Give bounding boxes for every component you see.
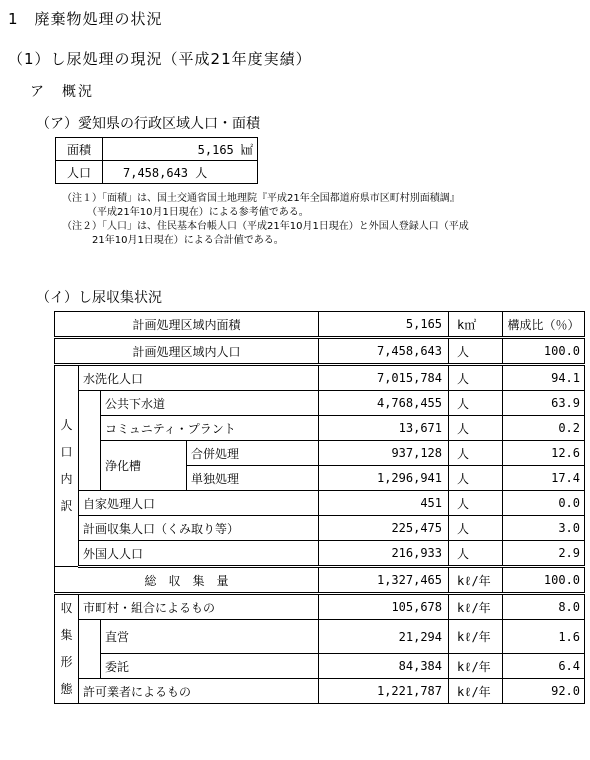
notes (62, 192, 469, 248)
row-ratio: 0.2 (503, 416, 585, 441)
row-label: 許可業者によるもの (79, 679, 319, 704)
row-value: 1,296,941 (319, 466, 449, 491)
side-char: 形 (60, 655, 73, 669)
septic-label: 浄化槽 (101, 441, 187, 491)
row-ratio: 2.9 (503, 541, 585, 567)
side-char: 内 (60, 472, 73, 486)
row-value: 7,458,643 人 (103, 161, 258, 184)
row-label: 面積 (56, 138, 103, 161)
row-value: 216,933 (319, 541, 449, 567)
row-ratio: 12.6 (503, 441, 585, 466)
overview-heading: ア 概況 (30, 84, 94, 100)
collection-heading: （イ）し尿収集状況 (36, 290, 162, 306)
row-unit: kℓ/年 (449, 567, 503, 594)
row-label: 外国人人口 (79, 541, 319, 567)
row-value: 5,165 ㎢ (103, 138, 258, 161)
indent-cell (79, 391, 101, 491)
row-label: 委託 (101, 654, 319, 679)
row-unit: 人 (449, 441, 503, 466)
table-row (55, 516, 585, 541)
row-value: 1,327,465 (319, 567, 449, 594)
area-value: 5,165 (319, 312, 449, 338)
row-value: 7,015,784 (319, 365, 449, 391)
side-char: 口 (60, 445, 73, 459)
row-unit: 人 (449, 541, 503, 567)
row-ratio: 94.1 (503, 365, 585, 391)
area-population-heading: （ア）愛知県の行政区域人口・面積 (36, 116, 260, 132)
row-label: 直営 (101, 620, 319, 654)
row-value: 13,671 (319, 416, 449, 441)
collection-form-label (55, 594, 79, 704)
row-unit: 人 (449, 516, 503, 541)
row-ratio: 8.0 (503, 594, 585, 620)
row-ratio: 3.0 (503, 516, 585, 541)
row-ratio: 100.0 (503, 567, 585, 594)
row-value: 21,294 (319, 620, 449, 654)
row-value: 84,384 (319, 654, 449, 679)
table-row (55, 620, 585, 654)
area-unit: k㎡ (449, 312, 503, 338)
table-row (55, 491, 585, 516)
indent-cell (79, 620, 101, 679)
subsection-title: （1）し尿処理の現況（平成21年度実績） (8, 50, 312, 68)
table-row (55, 416, 585, 441)
row-unit: 人 (449, 338, 503, 365)
table-row (55, 541, 585, 567)
population-breakdown-label (55, 365, 79, 567)
row-unit: 人 (449, 391, 503, 416)
row-value: 225,475 (319, 516, 449, 541)
side-char: 態 (60, 682, 73, 696)
note-line: （注２）「人口」は、住民基本台帳人口（平成21年10月1日現在）と外国人登録人口（平成 (62, 221, 469, 232)
row-ratio: 63.9 (503, 391, 585, 416)
row-value: 7,458,643 (319, 338, 449, 365)
row-label: コミュニティ・プラント (101, 416, 319, 441)
collection-table (54, 311, 585, 704)
row-value: 1,221,787 (319, 679, 449, 704)
row-ratio: 100.0 (503, 338, 585, 365)
row-ratio: 1.6 (503, 620, 585, 654)
note-line: （平成21年10月1日現在）による参考値である。 (62, 207, 309, 218)
row-label: 単独処理 (187, 466, 319, 491)
note-line: 21年10月1日現在）による合計値である。 (62, 235, 284, 246)
table-row (55, 441, 585, 466)
table-row (55, 679, 585, 704)
side-char: 人 (60, 418, 73, 432)
row-unit: kℓ/年 (449, 654, 503, 679)
row-ratio: 6.4 (503, 654, 585, 679)
row-label: 公共下水道 (101, 391, 319, 416)
table-row (55, 654, 585, 679)
row-label: 計画処理区域内人口 (55, 338, 319, 365)
table-row (56, 161, 258, 184)
row-value: 937,128 (319, 441, 449, 466)
side-char: 収 (60, 601, 73, 615)
area-population-table (55, 137, 258, 184)
row-value: 4,768,455 (319, 391, 449, 416)
row-unit: kℓ/年 (449, 679, 503, 704)
table-row (55, 594, 585, 620)
row-label: 人口 (56, 161, 103, 184)
row-unit: 人 (449, 466, 503, 491)
row-label: 計画収集人口（くみ取り等） (79, 516, 319, 541)
row-label: 市町村・組合によるもの (79, 594, 319, 620)
header-label: 計画処理区域内面積 (55, 312, 319, 338)
row-value: 451 (319, 491, 449, 516)
table-row (55, 567, 585, 594)
row-label: 総 収 集 量 (55, 567, 319, 594)
section-title: 1 廃棄物処理の状況 (8, 10, 163, 28)
side-char: 訳 (60, 499, 73, 513)
table-row (55, 391, 585, 416)
row-unit: kℓ/年 (449, 620, 503, 654)
table-row (55, 312, 585, 338)
table-row (55, 338, 585, 365)
row-unit: kℓ/年 (449, 594, 503, 620)
row-ratio: 17.4 (503, 466, 585, 491)
row-unit: 人 (449, 416, 503, 441)
row-label: 水洗化人口 (79, 365, 319, 391)
row-unit: 人 (449, 491, 503, 516)
row-label: 自家処理人口 (79, 491, 319, 516)
side-char: 集 (60, 628, 73, 642)
row-ratio: 0.0 (503, 491, 585, 516)
row-ratio: 92.0 (503, 679, 585, 704)
row-value: 105,678 (319, 594, 449, 620)
row-label: 合併処理 (187, 441, 319, 466)
ratio-header: 構成比（％） (503, 312, 585, 338)
row-unit: 人 (449, 365, 503, 391)
note-line: （注１）「面積」は、国土交通省国土地理院『平成21年全国都道府県市区町村別面積調』 (62, 193, 460, 204)
table-row (55, 365, 585, 391)
table-row (56, 138, 258, 161)
